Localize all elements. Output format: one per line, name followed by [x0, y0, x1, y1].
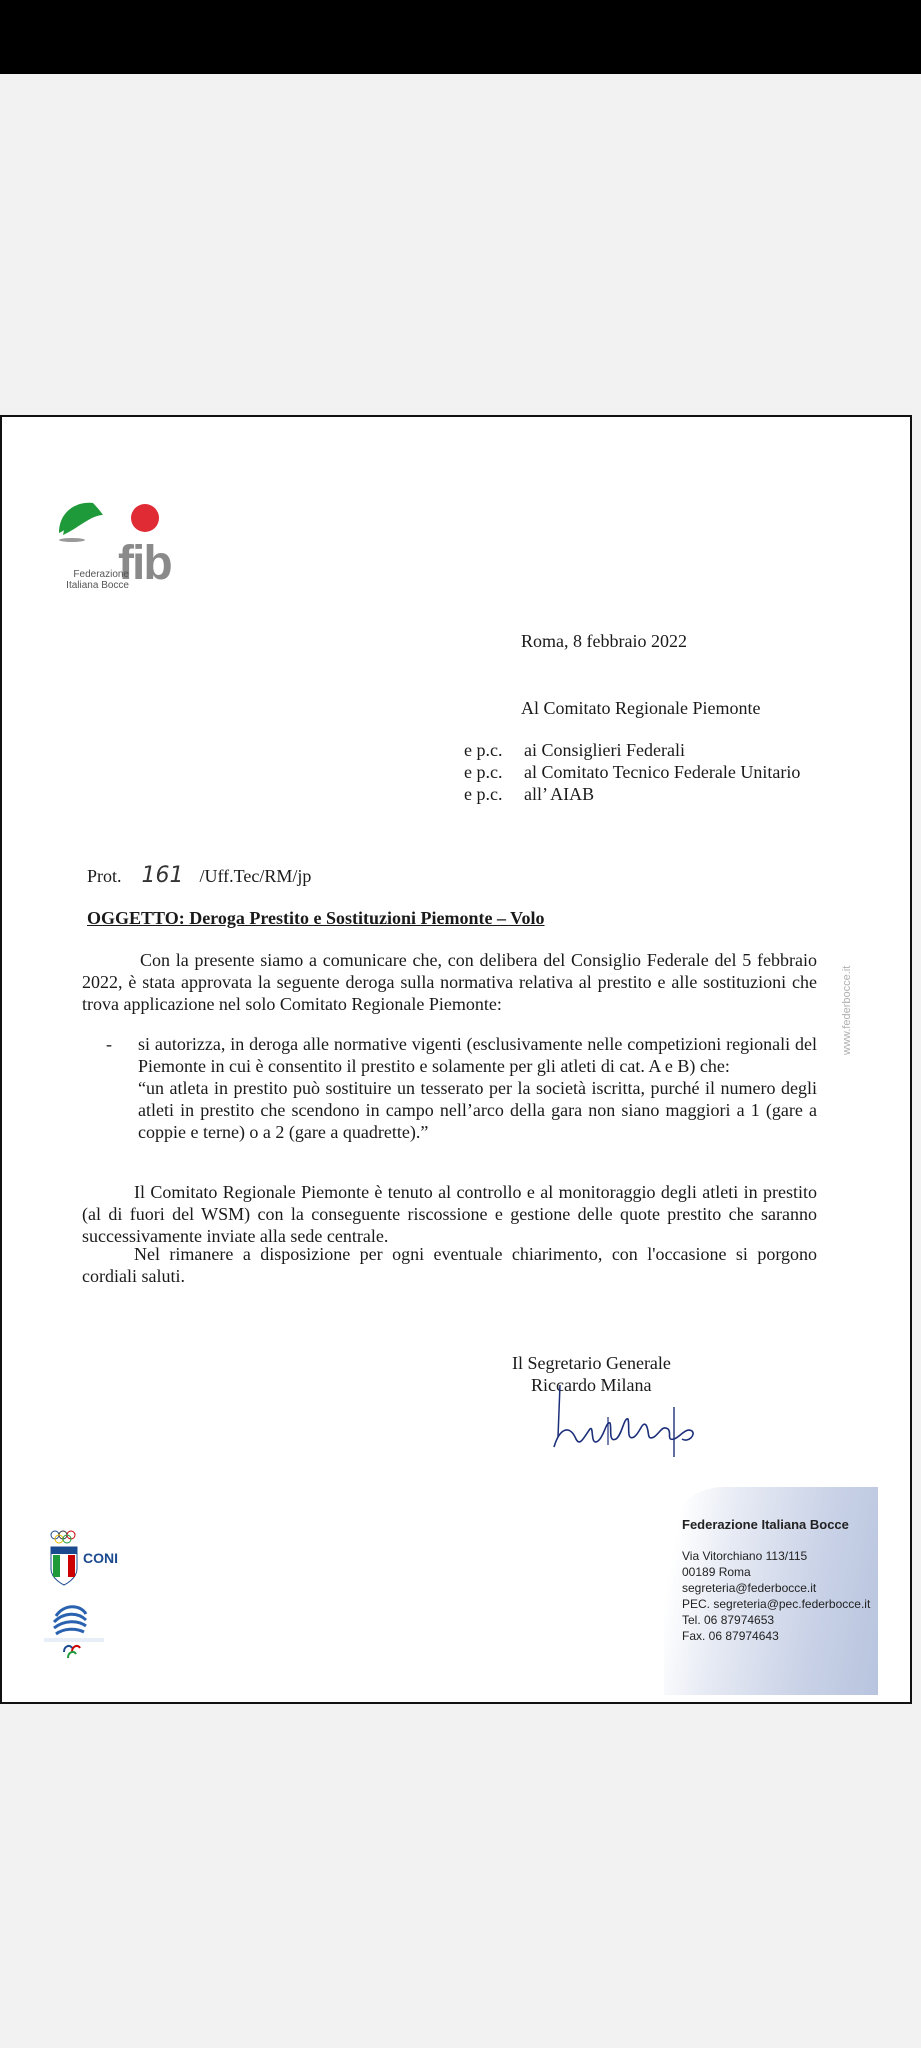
footer-pec[interactable]: PEC. segreteria@pec.federbocce.it: [682, 1597, 871, 1611]
coni-logo: [47, 1529, 118, 1596]
footer-city: 00189 Roma: [682, 1565, 751, 1579]
cc-label: e p.c.: [464, 784, 503, 804]
footer-fax: Fax. 06 87974643: [682, 1629, 779, 1643]
bullet-text: si autorizza, in deroga alle normative vigenti (esclusivamente nelle competizioni regionali del Piemonte in cui è consentito il prestito e solamente per gli atleti di cat. A e B) che:: [138, 1034, 817, 1076]
fib-wordmark: fib: [118, 537, 171, 590]
watermark-text: [832, 947, 862, 1057]
top-status-bar: [0, 0, 921, 74]
signature-icon: [550, 1377, 730, 1457]
paragraph-monitoring: Il Comitato Regionale Piemonte è tenuto al controllo e al monitoraggio degli atleti in prestito (al di fuori del WSM) con la conseguente riscossione e gestione delle quote prestito che saranno successivamente inviate alla sede centrale.: [82, 1182, 817, 1246]
watermark-label: www.federbocce.it: [841, 965, 853, 1055]
prot-ref: /Uff.Tec/RM/jp: [199, 866, 312, 886]
cc-label: e p.c.: [464, 762, 503, 782]
cc-item: [464, 739, 800, 761]
letter-date: Roma, 8 febbraio 2022: [521, 631, 687, 651]
cc-value: ai Consiglieri Federali: [524, 740, 685, 760]
letter-subject: OGGETTO: Deroga Prestito e Sostituzioni Piemonte – Volo: [87, 908, 545, 928]
org-line-1: Federazione: [73, 569, 129, 580]
fib-org-name: [59, 569, 129, 591]
footer-org: Federazione Italiana Bocce: [682, 1517, 849, 1532]
website-watermark: [832, 947, 862, 1057]
cc-item: [464, 761, 800, 783]
paragraph-closing: Nel rimanere a disposizione per ogni eventuale chiarimento, con l'occasione si porgono cordiali saluti.: [82, 1244, 817, 1286]
cip-logo: [44, 1602, 114, 1669]
footer-tel: Tel. 06 87974653: [682, 1613, 775, 1627]
letter-recipient: Al Comitato Regionale Piemonte: [521, 698, 761, 718]
cc-value: all’ AIAB: [524, 784, 595, 804]
bullet-quote: “un atleta in prestito può sostituire un tesserato per la società iscritta, purché il numero degli atleti in prestito che scendono in campo nell’arco della gara non siano maggiori a 1 (gare a coppie e terne) o a 2 (gare a quadrette).”: [138, 1078, 817, 1142]
cc-item: [464, 783, 800, 805]
cc-label: e p.c.: [464, 740, 503, 760]
handwritten-signature: [550, 1377, 730, 1457]
prot-number: 161: [141, 863, 184, 888]
org-line-2: Italiana Bocce: [66, 580, 129, 591]
prot-label: Prot.: [87, 866, 122, 886]
coni-label: CONI: [83, 1550, 118, 1566]
cip-emblem-icon: [44, 1602, 114, 1664]
footer-email[interactable]: segreteria@federbocce.it: [682, 1581, 817, 1595]
signature-name: Riccardo Milana: [531, 1375, 652, 1395]
signature-title: Il Segretario Generale: [512, 1353, 671, 1373]
bullet-marker: -: [106, 1034, 112, 1054]
coni-shield-icon: [47, 1529, 87, 1591]
bullet-item: [138, 1033, 817, 1143]
footer-contact: [682, 1517, 870, 1644]
paragraph-intro: Con la presente siamo a comunicare che, con delibera del Consiglio Federale del 5 febbraio 2022, è stata approvata la seguente deroga sulla normativa relativa al prestito e alle sostituzioni che trova applicazione nel solo Comitato Regionale Piemonte:: [82, 950, 817, 1014]
cc-list: [464, 739, 800, 805]
cc-value: al Comitato Tecnico Federale Unitario: [524, 762, 801, 782]
footer-address: Via Vitorchiano 113/115: [682, 1549, 808, 1563]
protocol-line: [87, 865, 311, 887]
letter-page: [0, 415, 912, 1704]
